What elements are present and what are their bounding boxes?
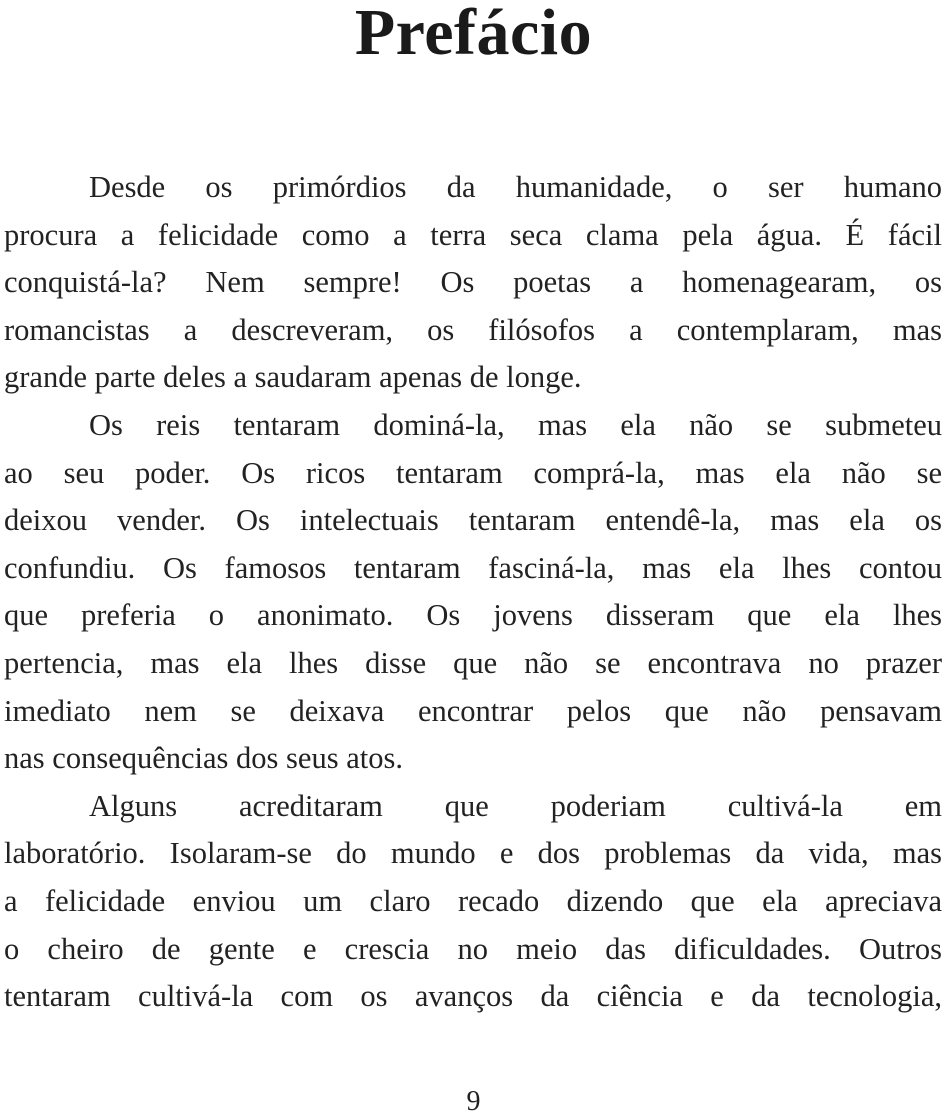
text-line: grande parte deles a saudaram apenas de longe. <box>4 360 582 395</box>
text-line: conquistá-la? Nem sempre! Os poetas a homenagearam, os <box>4 265 942 300</box>
text-line: laboratório. Isolaram-se do mundo e dos problemas da vida, mas <box>4 836 942 871</box>
text-line: tentaram cultivá-la com os avanços da ciência e da tecnologia, <box>4 979 942 1014</box>
text-line: ao seu poder. Os ricos tentaram comprá-la, mas ela não se <box>4 455 942 490</box>
text-line: que preferia o anonimato. Os jovens disseram que ela lhes <box>4 598 942 633</box>
text-line: Desde os primórdios da humanidade, o ser humano <box>89 170 942 204</box>
page-title: Prefácio <box>354 0 593 69</box>
text-line: imediato nem se deixava encontrar pelos que não pensavam <box>4 693 942 728</box>
text-line: deixou vender. Os intelectuais tentaram entendê-la, mas ela os <box>4 503 942 538</box>
text-line: Alguns acreditaram que poderiam cultivá-la em <box>89 788 942 823</box>
text-line: romancistas a descreveram, os filósofos a contemplaram, mas <box>4 312 942 347</box>
text-line: o cheiro de gente e crescia no meio das dificuldades. Outros <box>4 931 942 966</box>
text-line: nas consequências dos seus atos. <box>4 741 403 776</box>
text-line: pertencia, mas ela lhes disse que não se encontrava no prazer <box>4 645 942 680</box>
text-line: a felicidade enviou um claro recado dizendo que ela apreciava <box>4 883 942 918</box>
text-line: confundiu. Os famosos tentaram fasciná-la, mas ela lhes contou <box>4 550 942 585</box>
body-text <box>4 164 942 1021</box>
text-line: Os reis tentaram dominá-la, mas ela não se submeteu <box>89 407 942 442</box>
page-number: 9 <box>466 1086 481 1117</box>
text-line: procura a felicidade como a terra seca clama pela água. É fácil <box>4 217 942 252</box>
